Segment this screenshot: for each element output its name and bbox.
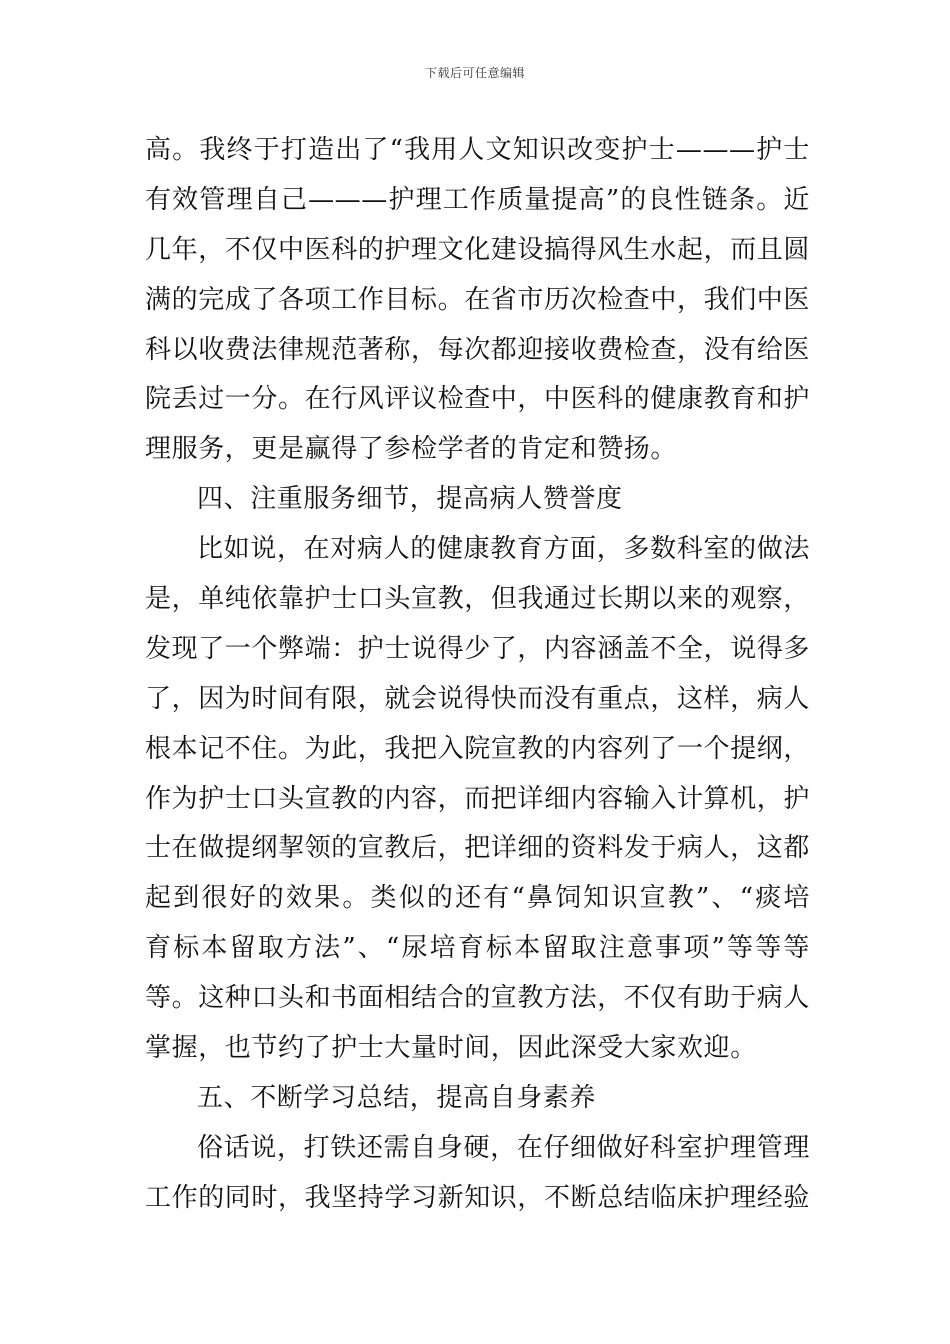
page-header-note: 下载后可任意编辑 [424,66,525,80]
text-line: 作为护士口头宣教的内容，而把详细内容输入计算机，护 [145,783,811,814]
text-line: 士在做提纲挈领的宣教后，把详细的资料发于病人，这都 [145,833,811,864]
document-body [145,126,810,1224]
text-line: 等。这种口头和书面相结合的宣教方法，不仅有助于病人 [145,983,811,1014]
text-line: 满的完成了各项工作目标。在省市历次检查中，我们中医 [145,284,811,315]
text-line: 院丢过一分。在行风评议检查中，中医科的健康教育和护 [145,384,811,415]
text-line: 俗话说，打铁还需自身硬，在仔细做好科室护理管理 [197,1132,810,1163]
text-line: 育标本留取方法”、“尿培育标本留取注意事项”等等等 [145,933,810,964]
text-line: 比如说，在对病人的健康教育方面，多数科室的做法 [197,534,810,565]
text-line: 发现了一个弊端：护士说得少了，内容涵盖不全，说得多 [145,633,811,664]
text-line: 工作的同时，我坚持学习新知识，不断总结临床护理经验 [145,1182,811,1213]
text-line: 几年，不仅中医科的护理文化建设搞得风生水起，而且圆 [145,234,811,265]
text-line: 五、不断学习总结，提高自身素养 [197,1082,597,1113]
text-line: 是，单纯依靠护士口头宣教，但我通过长期以来的观察， [145,584,811,615]
text-line: 四、注重服务细节，提高病人赞誉度 [197,484,623,515]
text-line: 了，因为时间有限，就会说得快而没有重点，这样，病人 [145,683,811,714]
text-line: 起到很好的效果。类似的还有“鼻饲知识宣教”、“痰培 [145,883,810,914]
text-line: 根本记不住。为此，我把入院宣教的内容列了一个提纲， [145,733,811,764]
text-line: 科以收费法律规范著称，每次都迎接收费检查，没有给医 [145,334,811,365]
text-line: 高。我终于打造出了“我用人文知识改变护士———护士 [145,135,810,165]
text-line: 掌握，也节约了护士大量时间，因此深受大家欢迎。 [145,1033,757,1064]
text-line: 理服务，更是赢得了参检学者的肯定和赞扬。 [145,434,678,465]
text-line: 有效管理自己———护理工作质量提高”的良性链条。近 [145,184,810,215]
